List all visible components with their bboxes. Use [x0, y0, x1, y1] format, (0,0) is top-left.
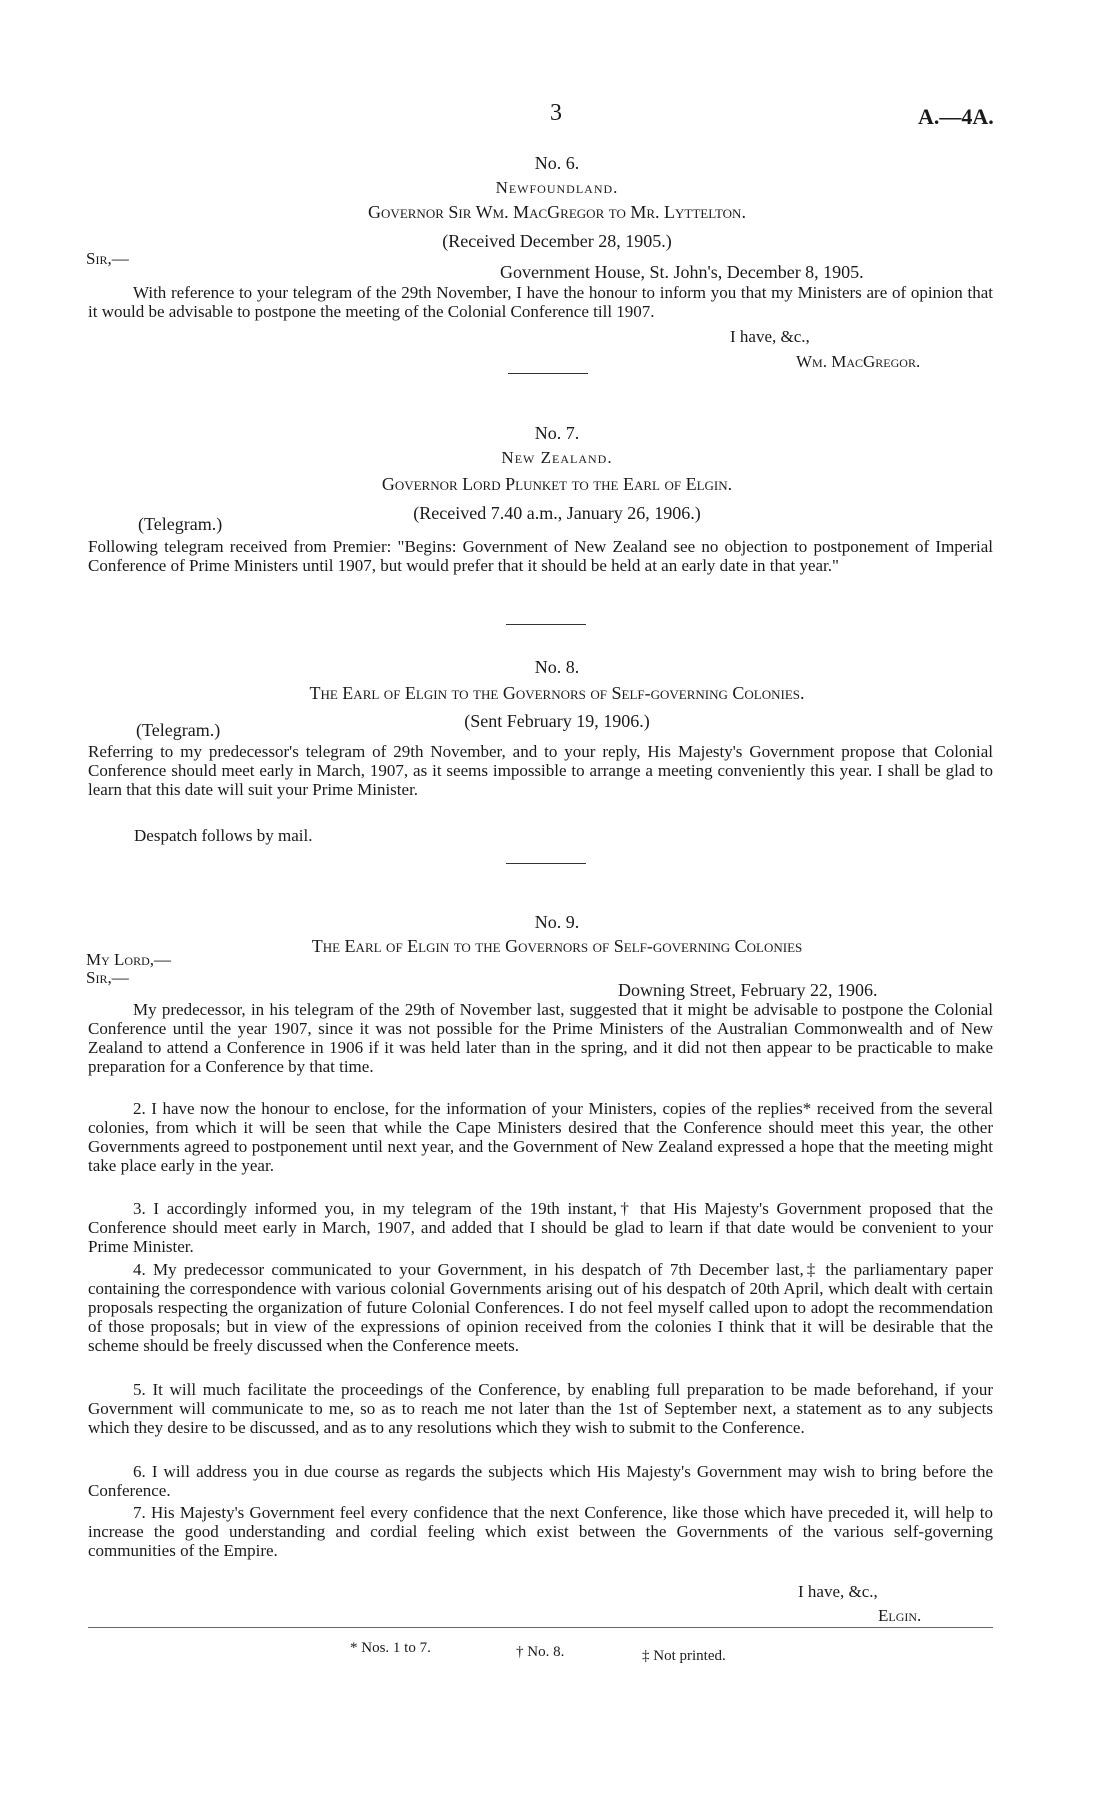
doc7-from-to: Governor Lord Plunket to the Earl of Elgin.: [381, 474, 733, 494]
doc6-number: No. 6.: [534, 153, 580, 173]
doc6-address: Government House, St. John's, December 8, 1905.: [500, 262, 864, 282]
doc9-paragraph-7: 7. His Majesty's Government feel every confidence that the next Conference, like those which have preceded it, will help to increase the good understanding and cordial feeling which exist between the Governments of the various self-governing communities of the Empire.: [88, 1503, 993, 1560]
doc9-from-to: The Earl of Elgin to the Governors of Self-governing Colonies: [311, 936, 803, 956]
footnote-2: † No. 8.: [516, 1644, 565, 1660]
doc9-paragraph-6: 6. I will address you in due course as regards the subjects which His Majesty's Government may wish to bring before the Conference.: [88, 1462, 993, 1500]
doc9-salutation-sir: Sir,—: [86, 968, 129, 987]
doc9-salutation-lord: My Lord,—: [86, 950, 172, 969]
doc8-body: Referring to my predecessor's telegram of 29th November, and to your reply, His Majesty's Government propose that Colonial Conference should meet early in March, 1907, as it seems impossible to arrange a meeting conveniently this year. I shall be glad to learn that this date will suit your Prime Minister.: [88, 742, 993, 799]
doc8-telegram-label: (Telegram.): [136, 720, 221, 740]
doc9-paragraph-5: 5. It will much facilitate the proceedings of the Conference, by enabling full preparation to be made beforehand, if your Government will communicate to me, so as to reach me not later than the 1st of September next, a statement as to any subjects which they desire to be discussed, and as to any resolutions which they wish to submit to the Conference.: [88, 1380, 993, 1437]
doc9-closing: I have, &c.,: [798, 1582, 878, 1601]
document-reference: A.—4A.: [918, 104, 994, 129]
separator-rule: [506, 624, 586, 625]
doc6-salutation: Sir,—: [86, 249, 129, 268]
doc7-telegram-label: (Telegram.): [138, 514, 223, 534]
doc9-paragraph-3: 3. I accordingly informed you, in my telegram of the 19th instant,† that His Majesty's Government proposed that the Conference should meet early in March, 1907, and added that I should be glad to learn if that date would be convenient to your Prime Minister.: [88, 1199, 993, 1256]
doc9-paragraph-4: 4. My predecessor communicated to your Government, in his despatch of 7th December last,‡ the parliamentary paper containing the correspondence with various colonial Governments arising out of his despatch of 20th April, which dealt with certain proposals respecting the organization of future Colonial Conferences. I do not feel myself called upon to adopt the recommendation of those proposals; but in view of the expressions of opinion received from the colonies I think that it will be desirable that the scheme should be freely discussed when the Conference meets.: [88, 1260, 993, 1355]
doc6-received: (Received December 28, 1905.): [442, 231, 672, 251]
doc7-body: Following telegram received from Premier: "Begins: Government of New Zealand see no objection to postponement of Imperial Conference of Prime Ministers until 1907, but would prefer that it should be held at an early date in that year.": [88, 537, 993, 575]
page-number: 3: [550, 100, 562, 126]
doc6-from-to: Governor Sir Wm. MacGregor to Mr. Lyttelton.: [368, 202, 746, 222]
doc9-number: No. 9.: [534, 912, 580, 932]
doc9-paragraph-2: 2. I have now the honour to enclose, for the information of your Ministers, copies of the replies* received from the several colonies, from which it will be seen that while the Cape Ministers desired that the Conference should meet this year, the other Governments agreed to postponement until next year, and the Government of New Zealand expressed a hope that the meeting might take place early in the year.: [88, 1099, 993, 1175]
doc6-closing: I have, &c.,: [730, 327, 810, 346]
footnote-3: ‡ Not printed.: [642, 1648, 726, 1664]
doc7-place: New Zealand.: [501, 448, 613, 467]
separator-rule: [508, 373, 588, 374]
doc7-received: (Received 7.40 a.m., January 26, 1906.): [413, 503, 701, 523]
doc9-address: Downing Street, February 22, 1906.: [618, 980, 878, 1000]
doc6-body: With reference to your telegram of the 29th November, I have the honour to inform you that my Ministers are of opinion that it would be advisable to postpone the meeting of the Colonial Conference till 1907.: [88, 283, 993, 321]
separator-rule: [506, 863, 586, 864]
doc9-paragraph-1: My predecessor, in his telegram of the 29th of November last, suggested that it might be advisable to postpone the Colonial Conference until the year 1907, since it was not possible for the Prime Ministers of the Australian Commonwealth and of New Zealand to attend a Conference in 1906 if it was held later than in the spring, and it did not then appear to be practicable to make preparation for a Conference by that time.: [88, 1000, 993, 1076]
doc7-number: No. 7.: [534, 423, 580, 443]
doc6-place: Newfoundland.: [495, 178, 619, 197]
doc8-from-to: The Earl of Elgin to the Governors of Self-governing Colonies.: [309, 683, 805, 703]
doc8-number: No. 8.: [534, 657, 580, 677]
doc9-signature: Elgin.: [878, 1606, 922, 1625]
footnote-1: * Nos. 1 to 7.: [350, 1640, 431, 1656]
footnote-rule: [88, 1627, 993, 1628]
doc6-signature: Wm. MacGregor.: [796, 352, 921, 371]
doc8-postscript: Despatch follows by mail.: [134, 826, 313, 845]
doc8-sent: (Sent February 19, 1906.): [464, 711, 650, 731]
